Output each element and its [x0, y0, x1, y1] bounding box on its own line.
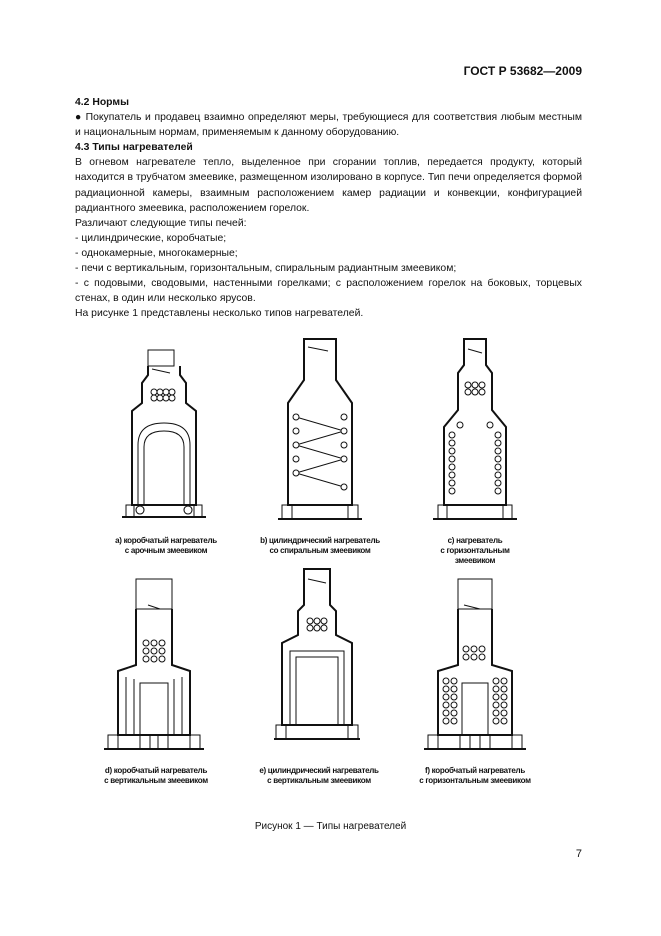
caption-line: змеевиком — [454, 556, 496, 565]
caption-line: с вертикальным змеевиком — [104, 776, 208, 785]
figure-caption: Рисунок 1 — Типы нагревателей — [254, 821, 407, 832]
figure-b-caption — [242, 536, 398, 556]
figure-d-caption — [82, 766, 230, 786]
list-item: - цилиндрические, коробчатые; — [75, 232, 227, 244]
section-heading: 4.2 Нормы — [75, 97, 129, 108]
figure-f-caption — [402, 766, 548, 786]
paragraph: В огневом нагревателе тепло, выделенное при сгорании топлив, передается продукту, который находится в трубчатом змеевике, размещенном изолировано в корпусе. Тип печи определяется формой радиационной камеры, взаимным расположением камер радиации и конвекции, конфигурацией радиантного змеевика, расположением горелок. — [75, 157, 582, 214]
paragraph: Различают следующие типы печей: — [75, 217, 247, 229]
figure-e-drawing — [272, 565, 362, 760]
figure-f-drawing — [420, 575, 530, 760]
list-item: - печи с вертикальным, горизонтальным, спиральным радиантным змеевиком; — [75, 263, 457, 275]
figure-e-caption — [240, 766, 398, 786]
list-item: - с подовыми, сводовыми, настенными горелками; с расположением горелок на боковых, торцевых стенах, в один или несколько ярусов. — [75, 278, 582, 305]
caption-line: с горизонтальным — [440, 546, 510, 555]
list-item: - однокамерные, многокамерные; — [75, 247, 238, 259]
figure-a-caption — [96, 536, 236, 556]
paragraph: ● Покупатель и продавец взаимно определяют меры, требующиеся для соответствия любым местным и национальным нормам, применяемым к данному оборудованию. — [75, 112, 582, 139]
caption-line: с арочным змеевиком — [124, 546, 208, 555]
figure-c-drawing — [430, 335, 520, 530]
caption-line: с вертикальным змеевиком — [267, 776, 371, 785]
figure-c-caption — [410, 536, 540, 566]
caption-line: а) коробчатый нагреватель — [115, 536, 217, 545]
document-header: ГОСТ Р 53682—2009 — [463, 64, 582, 78]
figure-a-drawing — [118, 345, 210, 530]
page-number: 7 — [575, 848, 582, 860]
caption-line: f) коробчатый нагреватель — [425, 766, 525, 775]
caption-line: d) коробчатый нагреватель — [104, 766, 208, 775]
paragraph: На рисунке 1 представлены несколько типов нагревателей. — [75, 308, 364, 320]
section-heading: 4.3 Типы нагревателей — [75, 142, 193, 154]
caption-line: b) цилиндрический нагреватель — [260, 536, 380, 545]
caption-line: с горизонтальным змеевиком — [419, 776, 531, 785]
caption-line: с) нагреватель — [447, 536, 503, 545]
figure-d-drawing — [100, 575, 208, 760]
figure-b-drawing — [276, 335, 364, 530]
section-4-2 — [75, 95, 582, 321]
caption-line: e) цилиндрический нагреватель — [259, 766, 379, 775]
caption-line: со спиральным змеевиком — [269, 546, 371, 555]
